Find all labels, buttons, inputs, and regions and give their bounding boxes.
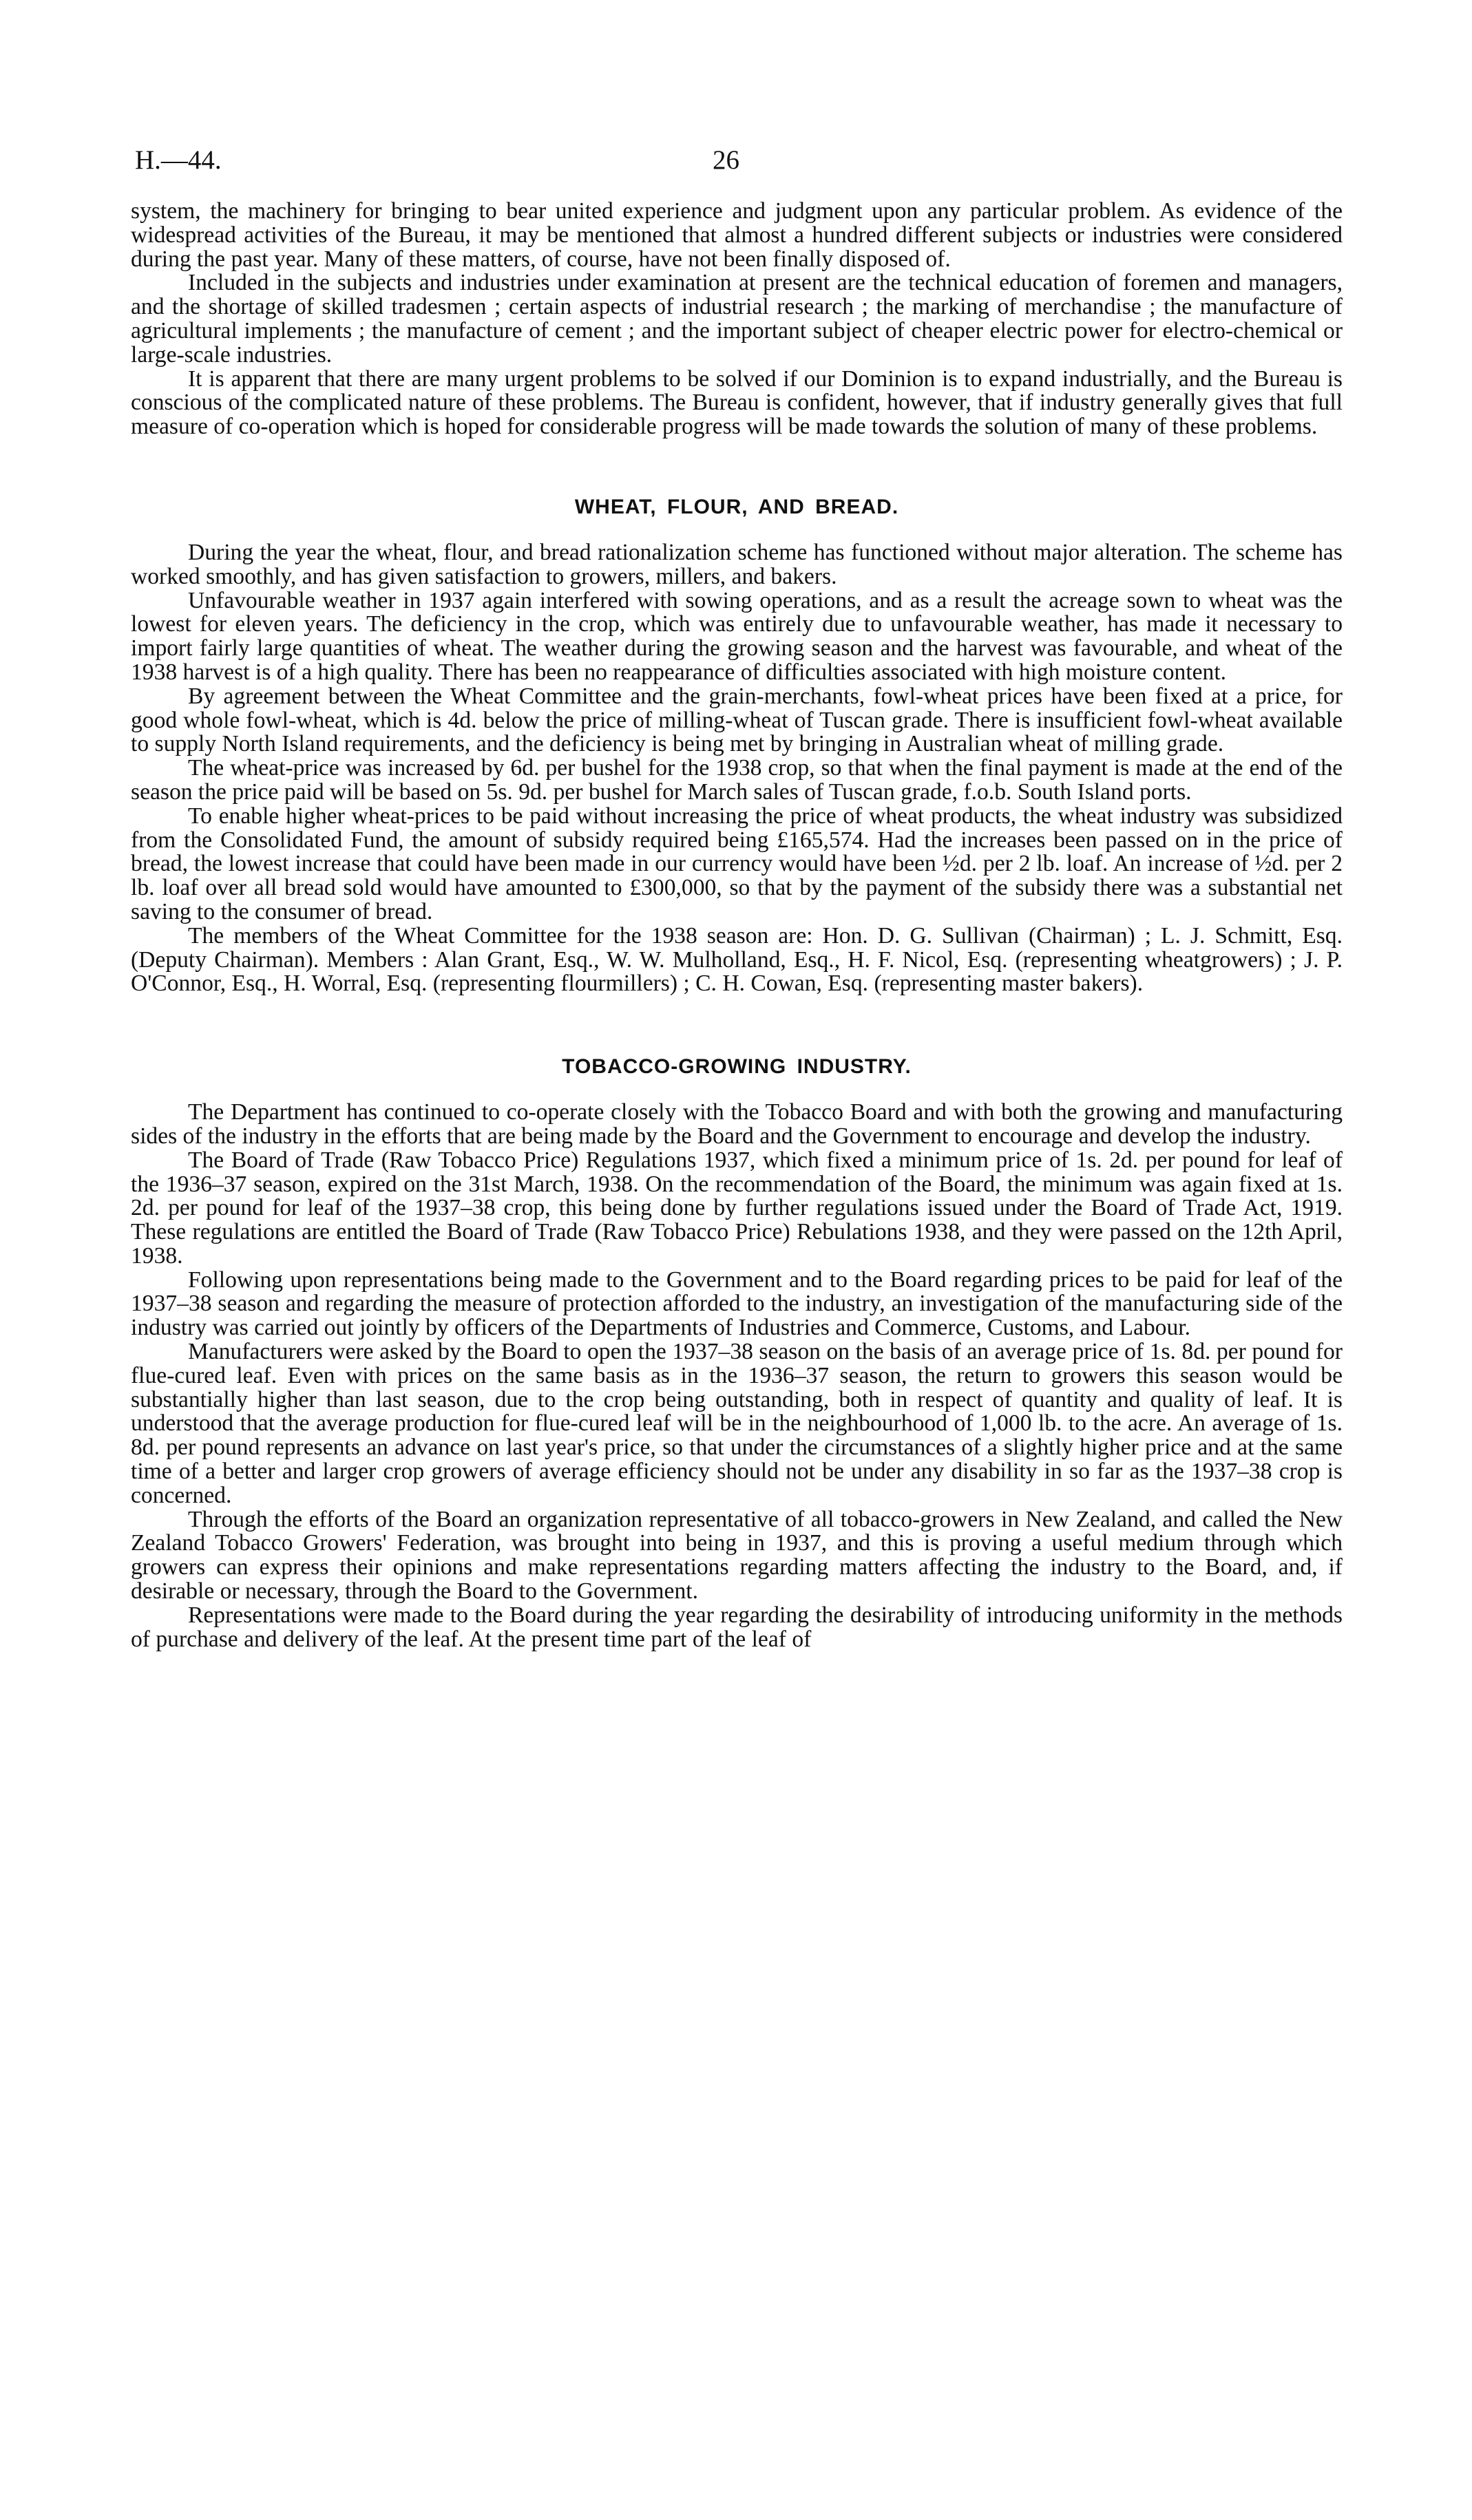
- bureau-section-continued: [131, 200, 1343, 439]
- paragraph: During the year the wheat, flour, and bread rationalization scheme has functioned without major alteration. The scheme has worked smoothly, and has given satisfaction to growers, millers, and bakers.: [131, 539, 1343, 589]
- paragraph: The members of the Wheat Committee for the 1938 season are: Hon. D. G. Sullivan (Chairman) ; L. J. Schmitt, Esq. (Deputy Chairman). Members : Alan Grant, Esq., W. W. Mulholland, Esq., H. F. Nicol, Esq. (representing wheatgrowers) ; J. P. O'Connor, Esq., H. Worral, Esq. (representing flourmillers) ; C. H. Cowan, Esq. (representing master bakers).: [131, 922, 1343, 997]
- wheat-flour-bread-section: [131, 496, 1343, 996]
- paragraph: Included in the subjects and industries under examination at present are the technical education of foremen and managers, and the shortage of skilled tradesmen ; certain aspects of industrial research ; the marking of merchandise ; the manufacture of agricultural implements ; the manufacture of cement ; and the important subject of cheaper electric power for electro-chemical or large-scale industries.: [131, 270, 1343, 368]
- paragraph: Through the efforts of the Board an organization representative of all tobacco-growers in New Zealand, and called the New Zealand Tobacco Growers' Federation, was brought into being in 1937, and this is proving a useful medium through which growers can express their opinions and make representations regarding matters affecting the industry to the Board, and, if desirable or necessary, through the Board to the Government.: [131, 1506, 1343, 1605]
- tobacco-growing-section: [131, 1055, 1343, 1651]
- paragraph: Representations were made to the Board during the year regarding the desirability of introducing uniformity in the methods of purchase and delivery of the leaf. At the present time part of the leaf of: [131, 1602, 1343, 1652]
- paragraph: system, the machinery for bringing to bear united experience and judgment upon any particular problem. As evidence of the widespread activities of the Bureau, it may be mentioned that almost a hundred different subjects or industries were considered during the past year. Many of these matters, of course, have not been finally disposed of.: [131, 198, 1343, 272]
- paragraph: Manufacturers were asked by the Board to open the 1937–38 season on the basis of an average price of 1s. 8d. per pound for flue-cured leaf. Even with prices on the same basis as in the 1936–37 season, the return to growers this season would be substantially higher than last season, due to the crop being outstanding, both in respect of quantity and quality of leaf. It is understood that the average production for flue-cured leaf will be in the neighbourhood of 1,000 lb. to the acre. An average of 1s. 8d. per pound represents an advance on last year's price, so that under the circumstances of a slightly higher price and at the same time of a better and larger crop growers of average efficiency should not be under any disability in so far as the 1937–38 crop is concerned.: [131, 1339, 1343, 1508]
- paragraph: By agreement between the Wheat Committee and the grain-merchants, fowl-wheat prices have been fixed at a price, for good whole fowl-wheat, which is 4d. below the price of milling-wheat of Tuscan grade. There is insufficient fowl-wheat available to supply North Island requirements, and the deficiency is being met by bringing in Australian wheat of milling grade.: [131, 683, 1343, 757]
- running-header: [131, 145, 1343, 186]
- paragraph: It is apparent that there are many urgent problems to be solved if our Dominion is to expand industrially, and the Bureau is conscious of the complicated nature of these problems. The Bureau is confident, however, that if industry generally gives that full measure of co-operation which is hoped for considerable progress will be made towards the solution of many of these problems.: [131, 366, 1343, 440]
- document-page: [131, 145, 1343, 1651]
- paragraph: Unfavourable weather in 1937 again interfered with sowing operations, and as a result the acreage sown to wheat was the lowest for eleven years. The deficiency in the crop, which was entirely due to unfavourable weather, has made it necessary to import fairly large quantities of wheat. The weather during the growing season and the harvest was favourable, and wheat of the 1938 harvest is of a high quality. There has been no reappearance of difficulties associated with high moisture content.: [131, 587, 1343, 685]
- document-reference: H.—44.: [135, 145, 222, 175]
- page-number: 26: [713, 145, 739, 175]
- paragraph: To enable higher wheat-prices to be paid without increasing the price of wheat products, the wheat industry was subsidized from the Consolidated Fund, the amount of subsidy required being £165,574. Had the increases been passed on in the price of bread, the lowest increase that could have been made in our currency would have been ½d. per 2 lb. loaf. An increase of ½d. per 2 lb. loaf over all bread sold would have amounted to £300,000, so that by the payment of the subsidy there was a substantial net saving to the consumer of bread.: [131, 803, 1343, 924]
- section-heading: WHEAT, FLOUR, AND BREAD.: [574, 495, 899, 518]
- paragraph: The wheat-price was increased by 6d. per bushel for the 1938 crop, so that when the final payment is made at the end of the season the price paid will be based on 5s. 9d. per bushel for March sales of Tuscan grade, f.o.b. South Island ports.: [131, 755, 1343, 805]
- paragraph: Following upon representations being made to the Government and to the Board regarding prices to be paid for leaf of the 1937–38 season and regarding the measure of protection afforded to the industry, an investigation of the manufacturing side of the industry was carried out jointly by officers of the Departments of Industries and Commerce, Customs, and Labour.: [131, 1267, 1343, 1341]
- section-heading: TOBACCO-GROWING INDUSTRY.: [562, 1055, 912, 1079]
- paragraph: The Board of Trade (Raw Tobacco Price) Regulations 1937, which fixed a minimum price of 1s. 2d. per pound for leaf of the 1936–37 season, expired on the 31st March, 1938. On the recommendation of the Board, the minimum was again fixed at 1s. 2d. per pound for leaf of the 1937–38 crop, this being done by further regulations issued under the Board of Trade Act, 1919. These regulations are entitled the Board of Trade (Raw Tobacco Price) Rebulations 1938, and they were passed on the 12th April, 1938.: [131, 1147, 1343, 1269]
- paragraph: The Department has continued to co-operate closely with the Tobacco Board and with both the growing and manufacturing sides of the industry in the efforts that are being made by the Board and the Government to encourage and develop the industry.: [131, 1099, 1343, 1149]
